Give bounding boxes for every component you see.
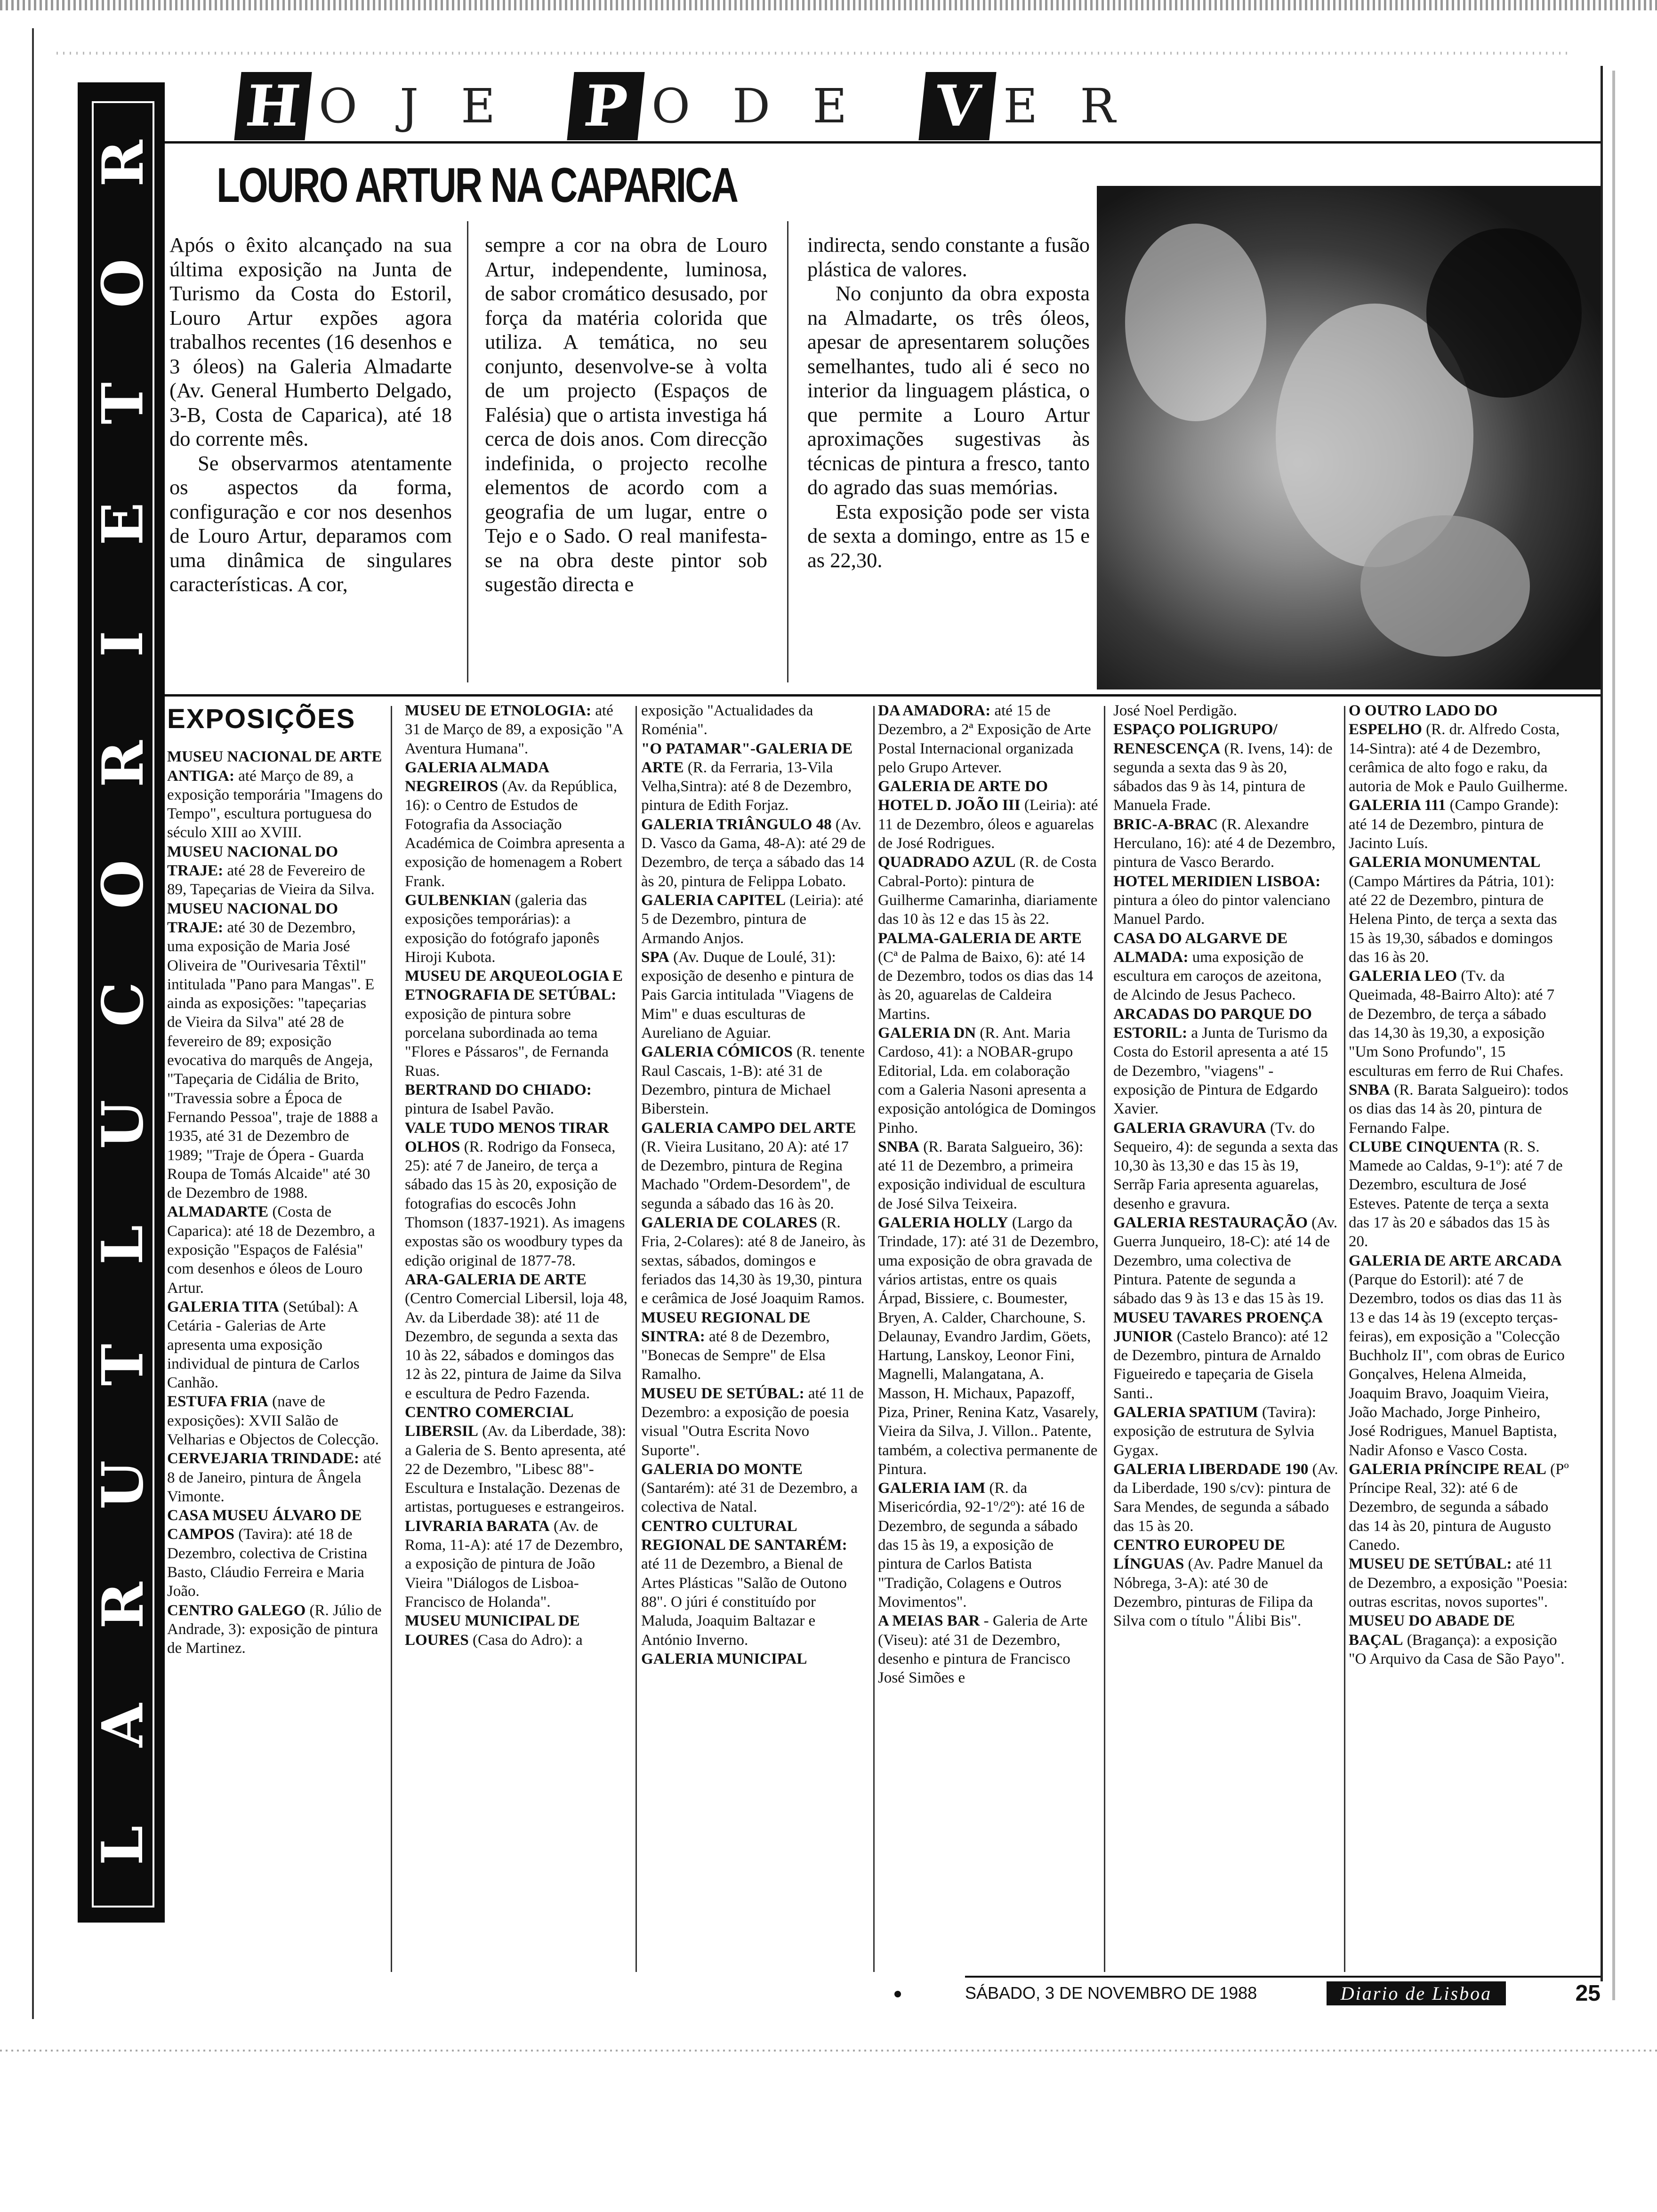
venue-details: (Leiria): até 5 de Dezembro, pintura de Armando Anjos. [641, 891, 864, 947]
article-headline: LOURO ARTUR NA CAPARICA [217, 158, 737, 213]
venue-details: (Casa do Adro): a [468, 1631, 583, 1649]
venue-name: GALERIA TRIÂNGULO 48 [641, 816, 832, 833]
roteiro-cultural-banner [78, 82, 165, 1923]
listing-entry [878, 1479, 1099, 1611]
venue-details: (R. Barata Salgueiro, 36): até 11 de Dezembro, a primeira exposição individual de escultura de José Silva Teixeira. [878, 1138, 1086, 1212]
column-rule [467, 221, 468, 682]
venue-name: GALERIA 111 [1349, 797, 1446, 814]
venue-name: MUSEU MUNICIPAL DE LOURES [405, 1612, 580, 1649]
column-rule [1344, 706, 1345, 1972]
venue-details: (R. Barata Salgueiro): todos os dias das 14 às 20, pintura de Fernando Falpe. [1349, 1081, 1569, 1137]
venue-details: até 8 de Dezembro, "Bonecas de Sempre" de Elsa Ramalho. [641, 1328, 830, 1383]
photo-shadow [1426, 228, 1582, 398]
venue-name: "O PATAMAR"-GALERIA DE ARTE [641, 740, 853, 776]
listing-entry [1113, 1005, 1338, 1119]
venue-details: (R. dr. Alfredo Costa, 14-Sintra): até 4 de Dezembro, cerâmica de alto fogo e raku, da autoria de Mok e Paulo Guilherme. [1349, 721, 1568, 795]
venue-name: MUSEU TAVARES PROENÇA JUNIOR [1113, 1309, 1322, 1345]
article-column-3 [807, 233, 1090, 680]
listing-entry [878, 777, 1099, 853]
banner-letter: L [89, 1826, 156, 1866]
listing-entry [1349, 701, 1570, 796]
venue-name: CENTRO CULTURAL REGIONAL DE SANTARÉM: [641, 1517, 847, 1554]
listings-entries [167, 747, 385, 1658]
venue-name: MUSEU DE SETÚBAL: [1349, 1555, 1512, 1573]
venue-name: MUSEU DO ABADE DE BAÇAL [1349, 1612, 1515, 1649]
venue-details: (R. tenente Raul Cascais, 1-B): até 31 de Dezembro, pintura de Michael Biberstein. [641, 1043, 865, 1118]
photo-figure-lower [1360, 515, 1530, 657]
listing-entry [167, 1506, 385, 1601]
article-column-1 [169, 233, 452, 680]
print-dot [894, 1991, 901, 1997]
venue-details: até 28 de Fevereiro de 89, Tapeçarias de Vieira da Silva. [167, 862, 375, 898]
venue-name: CASA DO ALGARVE DE ALMADA: [1113, 930, 1288, 966]
footer-date: SÁBADO, 3 DE NOVEMBRO DE 1988 [965, 1983, 1257, 2003]
venue-details: (R. de Costa Cabral-Porto): pintura de Guilherme Camarinha, diariamente das 10 às 12 e das 15 às 22. [878, 854, 1098, 928]
venue-name: GALERIA LEO [1349, 968, 1457, 985]
venue-details: até Março de 89, a exposição temporária "Imagens do Tempo", escultura portuguesa do século XIII ao XVIII. [167, 767, 383, 842]
venue-name: SPA [641, 948, 669, 966]
venue-name: SNBA [1349, 1081, 1391, 1098]
listing-entry [641, 739, 867, 815]
venue-details: (Tavira): até 18 de Dezembro, colectiva de Cristina Basto, Cláudio Ferreira e Maria João. [167, 1526, 368, 1600]
venue-name: GALERIA HOLLY [878, 1214, 1008, 1232]
venue-details: (R. Fria, 2-Colares): até 8 de Janeiro, às sextas, sábados, domingos e feriados das 14,30 às 19,30, pintura e cerâmica de José Joaquim Ramos. [641, 1214, 866, 1307]
venue-details: (galeria das exposições temporárias): a exposição do fotógrafo japonês Hiroji Kubota. [405, 891, 600, 966]
listings-entries [1349, 701, 1570, 1668]
banner-letter: R [89, 139, 156, 187]
venue-details: até 11 de Dezembro, a exposição "Poesia: outras escritas, novos suportes". [1349, 1555, 1568, 1611]
banner-letter: R [89, 1581, 156, 1629]
venue-details: a Junta de Turismo da Costa do Estoril apresenta a até 15 de Dezembro, "viagens" - exposição de Pintura de Edgardo Xavier. [1113, 1025, 1328, 1118]
venue-name: GALERIA RESTAURAÇÃO [1113, 1214, 1308, 1232]
banner-letter: U [89, 1099, 156, 1149]
venue-name: CENTRO EUROPEU DE LÍNGUAS [1113, 1537, 1285, 1573]
venue-details: (Santarém): até 31 de Dezembro, a colectiva de Natal. [641, 1480, 858, 1516]
title-initial-v: V [919, 72, 997, 140]
listing-entry [878, 1611, 1099, 1687]
listing-entry [1113, 929, 1338, 1005]
page-edge-right [1601, 66, 1603, 1981]
banner-letter: R [89, 740, 156, 788]
listings-column-3 [641, 701, 867, 1668]
venue-details: (Av. D. Vasco da Gama, 48-A): até 29 de Dezembro, de terça a sábado das 14 às 20, pintura de Felippa Lobato. [641, 816, 866, 890]
section-divider [165, 694, 1601, 697]
listing-entry [1113, 1403, 1338, 1460]
venue-name: MUSEU DE ARQUEOLOGIA E ETNOGRAFIA DE SETÚBAL: [405, 968, 623, 1004]
venue-details: até 8 de Janeiro, pintura de Ângela Vimonte. [167, 1450, 381, 1505]
listing-entry [167, 1449, 385, 1506]
banner-letter: A [89, 1703, 156, 1747]
venue-details: (R. S. Mamede ao Caldas, 9-1º): até 7 de Dezembro, escultura de José Esteves. Patente de terça a sexta das 17 às 20 e sábados das 15 às 20. [1349, 1138, 1563, 1250]
venue-name: A MEIAS BAR [878, 1612, 980, 1630]
venue-name: GALERIA DO MONTE [641, 1460, 803, 1478]
venue-details: até 11 de Dezembro, a Bienal de Artes Plásticas "Salão de Outono 88". O júri é constituído por Maluda, Joaquim Baltazar e António Inverno. [641, 1555, 847, 1649]
venue-details: (Parque do Estoril): até 7 de Dezembro, todos os dias das 11 às 13 e das 14 às 19 (excepto terças-feiras), em exposição a "Colecção Buchholz II", com obras de Eurico Gonçalves, Helena Almeida, Joaquim Bravo, Joaquim Vieira, João Machado, Jorge Pinheiro, José Rodrigues, Manuel Baptista, Nadir Afonso e Vasco Costa. [1349, 1271, 1565, 1459]
listing-entry [167, 1392, 385, 1449]
venue-details: (Av. Duque de Loulé, 31): exposição de desenho e pintura de Pais Garcia intitulada "Viagens de Mim" e duas esculturas de Aureliano de Aguiar. [641, 948, 854, 1042]
venue-details: (Av. da República, 16): o Centro de Estudos de Fotografia da Associação Académica de Coimbra apresenta a exposição de homenagem a Robert Frank. [405, 778, 625, 890]
venue-name: BERTRAND DO CHIADO: [405, 1081, 592, 1098]
venue-name: MUSEU DE ETNOLOGIA: [405, 702, 592, 719]
venue-details: (Campo Mártires da Pátria, 101): até 22 de Dezembro, pintura de Helena Pinto, de terça a sexta das 15 às 19,30, sábados e domingos das 16 às 20. [1349, 873, 1557, 966]
listing-entry [1349, 1460, 1570, 1555]
venue-details: pintura a óleo do pintor valenciano Manuel Pardo. [1113, 891, 1330, 928]
venue-name: GALERIA CÓMICOS [641, 1043, 793, 1061]
venue-details: (Largo da Trindade, 17): até 31 de Dezembro, uma exposição de obra gravada de vários artistas, entre os quais Árpad, Bissiere, c. Boumester, Bryen, A. Calder, Charchoune, S. Delaunay, Evandro Jardim, Göets, Hartung, Lanskoy, Leonor Fini, Magnelli, Malangatana, A. Masson, H. Michaux, Papazoff, Piza, Priner, Renina Katz, Vasarely, Vieira da Silva, J. Villon.. Patente, também, a colectiva permanente de Pintura. [878, 1214, 1099, 1478]
listing-entry [1113, 1536, 1338, 1630]
listing-entry [405, 1517, 628, 1611]
venue-details: (Leiria): até 11 de Dezembro, óleos e aguarelas de José Rodrigues. [878, 797, 1098, 852]
venue-details: (R. da Misericórdia, 92-1º/2º): até 16 de Dezembro, de segunda a sábado das 15 às 19, a exposição de pintura de Carlos Batista "Tradição, Colagens e Outros Movimentos". [878, 1480, 1085, 1611]
roteiro-cultural-letters [89, 101, 156, 1907]
venue-details: (R. Rodrigo da Fonseca, 25): até 7 de Janeiro, de terça a sábado das 15 às 20, exposição de fotografias do escocês John Thomson (1837-1921). As imagens expostas são os woodbury types da edição original de 1877-78. [405, 1138, 625, 1269]
listings-column-6 [1349, 701, 1570, 1668]
venue-name: GALERIA CAMPO DEL ARTE [641, 1119, 856, 1137]
listing-entry [167, 1202, 385, 1297]
venue-name: GALERIA PRÍNCIPE REAL [1349, 1460, 1546, 1478]
listing-entry [641, 701, 867, 739]
venue-name: DA AMADORA: [878, 702, 991, 719]
listing-entry [167, 1601, 385, 1658]
banner-letter: O [89, 258, 156, 308]
title-initial-p: P [567, 72, 644, 140]
title-word-oje: OJE [319, 78, 538, 134]
banner-letter: T [89, 382, 156, 425]
venue-name: ESTUFA FRIA [167, 1393, 268, 1411]
venue-details: uma exposição de escultura em caroços de azeitona, de Alcindo de Jesus Pacheco. [1113, 948, 1322, 1004]
scan-artifact-dots [56, 52, 1572, 55]
venue-name: GALERIA ALMADA NEGREIROS [405, 759, 549, 795]
banner-letter: C [89, 982, 156, 1027]
listing-entry [1113, 701, 1338, 720]
listing-entry [405, 1081, 628, 1119]
venue-name: MUSEU NACIONAL DO TRAJE: [167, 900, 338, 936]
venue-name: HOTEL MERIDIEN LISBOA: [1113, 873, 1321, 890]
venue-details: pintura de Isabel Pavão. [405, 1100, 555, 1118]
page-shadow-right [1612, 71, 1615, 2000]
venue-details: (R. Vieira Lusitano, 20 A): até 17 de Dezembro, pintura de Regina Machado "Ordem-Desordem", de segunda a sábado das 16 às 20. [641, 1138, 850, 1212]
venue-details: (Cª de Palma de Baixo, 6): até 14 de Dezembro, todos os dias das 14 às 20, aguarelas de Caldeira Martins. [878, 948, 1094, 1023]
venue-details: (Av. da Liberdade, 38): a Galeria de S. Bento apresenta, até 22 de Dezembro, "Libesc 88"- Escultura e Instalação. Dezenas de artistas, portugueses e estrangeiros. [405, 1423, 627, 1516]
listing-entry [641, 1042, 867, 1118]
venue-details: até 11 de Dezembro: a exposição de poesia visual "Outra Escrita Novo Suporte". [641, 1385, 864, 1459]
venue-details: exposição de pintura sobre porcelana subordinada ao tema "Flores e Pássaros", de Fernanda Ruas. [405, 1005, 609, 1080]
venue-details: até 31 de Março de 89, a exposição "A Aventura Humana". [405, 702, 623, 757]
venue-details: (Campo Grande): até 14 de Dezembro, pintura de Jacinto Luís. [1349, 797, 1559, 852]
listings-column-5 [1113, 701, 1338, 1631]
listing-entry [1349, 796, 1570, 853]
scan-artifact-bottom [0, 2050, 1657, 2052]
venue-details: (Av. Guerra Junqueiro, 18-C): até 14 de Dezembro, uma colectiva de Pintura. Patente de segunda a sábado das 9 às 13 e das 15 às 19. [1113, 1214, 1338, 1307]
listing-entry [1113, 872, 1338, 929]
column-rule [1104, 706, 1105, 1972]
title-word-er: ER [1003, 78, 1158, 134]
article-paragraph: Esta exposição pode ser vista de sexta a domingo, entre as 15 e as 22,30. [807, 499, 1090, 572]
listing-entry [405, 967, 628, 1081]
venue-name: MUSEU DE SETÚBAL: [641, 1385, 804, 1402]
venue-name: ARA-GALERIA DE ARTE [405, 1271, 587, 1288]
venue-name: MUSEU REGIONAL DE SINTRA: [641, 1309, 811, 1345]
venue-details: até 30 de Dezembro, uma exposição de Maria José Oliveira de "Ourivesaria Têxtil" intitulada "Pano para Mangas". E ainda as exposições: "tapeçarias de Vieira da Silva" até 28 de fevereiro de 89; exposição evocativa do marquês de Angeja, "Tapeçaria de Cidália de Brito, "Travessia sobre a Época de Fernando Pessoa", traje de 1888 a 1935, até 31 de Dezembro de 1989; "Traje de Ópera - Guarda Roupa de Tomás Alcaide" até 30 de Dezembro de 1988. [167, 919, 378, 1202]
venue-details: (Av. de Roma, 11-A): até 17 de Dezembro, a exposição de pintura de João Vieira "Diálogos de Lisboa-Francisco de Holanda". [405, 1517, 623, 1611]
column-rule [873, 706, 875, 1972]
listing-entry [641, 1119, 867, 1213]
venue-name: MUSEU NACIONAL DO TRAJE: [167, 843, 338, 880]
article-paragraph: No conjunto da obra exposta na Almadarte, os três óleos, apesar de apresentarem soluções semelhantes, tudo ali é seco no interior da linguagem plástica, o que permite a Louro Artur aproximações sugestivas às técnicas de pintura a fresco, tanto do agrado das suas memórias. [807, 281, 1090, 499]
venue-name: GALERIA GRAVURA [1113, 1119, 1266, 1137]
listing-entry [1113, 1213, 1338, 1308]
venue-name: VALE TUDO MENOS TIRAR OLHOS [405, 1119, 609, 1155]
article-column-2 [485, 233, 767, 680]
venue-name: GALERIA SPATIUM [1113, 1403, 1258, 1421]
listing-entry [1349, 853, 1570, 967]
article-paragraph: Após o êxito alcançado na sua última exposição na Junta de Turismo da Costa do Estoril, Louro Artur expões agora trabalhos recentes (16 desenhos e 3 óleos) na Galeria Almadarte (Av. General Humberto Delgado, 3-B, Costa de Caparica), até 18 do corrente mês. [169, 233, 452, 450]
venue-name: CASA MUSEU ÁLVARO DE CAMPOS [167, 1507, 362, 1543]
listings-entries [641, 701, 867, 1668]
venue-name: ALMADARTE [167, 1203, 269, 1221]
listing-entry [1113, 1460, 1338, 1536]
listing-entry [405, 1611, 628, 1650]
venue-details: (R. Alexandre Herculano, 16): até 4 de Dezembro, pintura de Vasco Berardo. [1113, 816, 1335, 871]
listing-entry [1113, 1119, 1338, 1213]
listing-entry [641, 1308, 867, 1384]
venue-name: GALERIA CAPITEL [641, 891, 786, 909]
listing-entry [641, 1650, 867, 1668]
venue-details: (R. Ant. Maria Cardoso, 41): a NOBAR-grupo Editorial, Lda. em colaboração com a Galeria Nasoni apresenta a exposição antológica de Domingos Pinho. [878, 1025, 1096, 1137]
listing-entry [641, 1384, 867, 1460]
venue-name: O OUTRO LADO DO ESPELHO [1349, 702, 1498, 738]
banner-letter: L [89, 1225, 156, 1265]
venue-details: (R. da Ferraria, 13-Vila Velha,Sintra): até 8 de Dezembro, pintura de Edith Forjaz. [641, 759, 852, 814]
listings-column-4 [878, 701, 1099, 1687]
listing-entry [1349, 1138, 1570, 1251]
venue-name: CENTRO COMERCIAL LIBERSIL [405, 1403, 573, 1440]
venue-name: LIVRARIA BARATA [405, 1517, 550, 1535]
listing-entry [878, 701, 1099, 777]
listing-entry [405, 758, 628, 891]
venue-name: SNBA [878, 1138, 920, 1155]
listing-entry [1113, 720, 1338, 815]
venue-details: (R. Júlio de Andrade, 3): exposição de pintura de Martinez. [167, 1602, 382, 1657]
venue-name: QUADRADO AZUL [878, 854, 1016, 871]
listings-column-2 [405, 701, 628, 1650]
venue-name: GALERIA MONUMENTAL [1349, 854, 1541, 871]
listings-entries [1113, 701, 1338, 1631]
venue-details: (nave de exposições): XVII Salão de Velharias e Objectos de Colecção. [167, 1393, 379, 1448]
venue-name: BRIC-A-BRAC [1113, 816, 1218, 833]
article-paragraph: indirecta, sendo constante a fusão plástica de valores. [807, 233, 1090, 281]
venue-details: (Av. da Liberdade, 190 s/cv): pintura de Sara Mendes, de segunda a sábado das 15 às 20. [1113, 1460, 1338, 1535]
listing-entry [1349, 1081, 1570, 1138]
listings-entries [878, 701, 1099, 1687]
banner-letter: I [89, 630, 156, 657]
venue-name: GALERIA IAM [878, 1480, 986, 1497]
listings-title: EXPOSIÇÕES [167, 704, 356, 734]
listing-entry [641, 815, 867, 891]
venue-details: (Setúbal): A Cetária - Galerias de Arte apresenta uma exposição individual de pintura de Carlos Canhão. [167, 1298, 360, 1392]
venue-name: GALERIA DE ARTE DO HOTEL D. JOÃO III [878, 778, 1048, 814]
listing-entry [1113, 815, 1338, 872]
venue-details: até 15 de Dezembro, a 2ª Exposição de Arte Postal Internacional organizada pelo Grupo Artever. [878, 702, 1091, 776]
venue-name: GULBENKIAN [405, 891, 511, 909]
page-number: 25 [1575, 1980, 1601, 2006]
scan-artifact-top [0, 0, 1657, 10]
listing-entry [641, 1460, 867, 1517]
listing-entry [405, 1403, 628, 1517]
footer-rule [965, 1976, 1601, 1978]
listing-entry [405, 701, 628, 758]
venue-name: CLUBE CINQUENTA [1349, 1138, 1500, 1155]
listing-entry [878, 853, 1099, 929]
banner-letter: T [89, 1344, 156, 1386]
listing-entry [167, 1298, 385, 1392]
listing-entry [405, 1119, 628, 1270]
venue-name: PALMA-GALERIA DE ARTE [878, 930, 1082, 947]
venue-details: (Costa de Caparica): até 18 de Dezembro, a exposição "Espaços de Falésia" com desenhos e óleos de Louro Artur. [167, 1203, 375, 1297]
listing-entry [1349, 967, 1570, 1081]
listing-entry [405, 1270, 628, 1403]
column-rule [787, 221, 788, 682]
venue-details: (Tv. do Sequeiro, 4): de segunda a sexta das 10,30 às 13,30 e das 15 às 19, Serrãp Faria apresenta aguarelas, desenho e gravura. [1113, 1119, 1338, 1212]
listing-entry [1349, 1555, 1570, 1611]
venue-name: GALERIA LIBERDADE 190 [1113, 1460, 1309, 1478]
hoje-pode-ver-title [238, 71, 1191, 141]
venue-name: GALERIA DE ARTE ARCADA [1349, 1252, 1562, 1269]
venue-details: (Av. Padre Manuel da Nóbrega, 3-A): até 30 de Dezembro, pinturas de Filipa da Silva com o título "Álibi Bis". [1113, 1555, 1323, 1630]
article-paragraph: sempre a cor na obra de Louro Artur, independente, luminosa, de sabor cromático desusado, por força da matéria colorida que utiliza. A temática, no seu conjunto, desenvolve-se à volta de um projecto (Espaços de Falésia) que o artista investiga há cerca de dois anos. Com direcção indefinida, o projecto recolhe elementos de acordo com a geografia de um lugar, entre o Tejo e o Sado. O real manifesta-se na obra deste pintor sob sugestão directa e [485, 233, 767, 596]
listing-entry [641, 1213, 867, 1308]
banner-letter: O [89, 859, 156, 909]
venue-details: (Tavira): exposição de estrutura de Sylvia Gygax. [1113, 1403, 1316, 1459]
listing-entry [1349, 1611, 1570, 1668]
venue-name: GALERIA MUNICIPAL [641, 1650, 807, 1667]
venue-name: GALERIA DN [878, 1025, 976, 1042]
venue-details: (Castelo Branco): até 12 de Dezembro, pintura de Arnaldo Figueiredo e tapeçaria de Gisela Santi.. [1113, 1328, 1328, 1402]
banner-letter: U [89, 1460, 156, 1510]
venue-details: (Bragança): a exposição "O Arquivo da Casa de São Payo". [1349, 1631, 1565, 1667]
venue-details: - Galeria de Arte (Viseu): até 31 de Dezembro, desenho e pintura de Francisco José Simões e [878, 1612, 1088, 1687]
column-rule [391, 706, 392, 1972]
venue-name: MUSEU NACIONAL DE ARTE ANTIGA: [167, 748, 382, 785]
listings-entries [405, 701, 628, 1650]
listing-entry [878, 929, 1099, 1024]
listing-entry [641, 948, 867, 1042]
venue-details: (Tv. da Queimada, 48-Bairro Alto): até 7 de Dezembro, de terça a sábado das 14,30 às 19,30, a exposição "Um Sono Profundo", 15 esculturas em ferro de Rui Chafes. [1349, 968, 1564, 1080]
venue-details: José Noel Perdigão. [1113, 702, 1238, 719]
listing-entry [167, 899, 385, 1203]
venue-details: (Centro Comercial Libersil, loja 48, Av. da Liberdade 38): até 11 de Dezembro, de segunda a sexta das 10 às 22, sábados e domingos das 12 às 22, pintura de Jaime da Silva e escultura de Pedro Fazenda. [405, 1290, 627, 1402]
photo-highlight [1125, 224, 1266, 421]
listing-entry [1349, 1251, 1570, 1460]
listing-entry [878, 1024, 1099, 1138]
venue-name: CENTRO GALEGO [167, 1602, 306, 1619]
venue-name: GALERIA TITA [167, 1298, 280, 1315]
listing-entry [405, 891, 628, 967]
artwork-photo [1097, 186, 1601, 689]
venue-name: ARCADAS DO PARQUE DO ESTORIL: [1113, 1005, 1312, 1042]
listing-entry [1113, 1308, 1338, 1403]
page-footer [965, 1981, 1601, 2005]
venue-details: (R. Ivens, 14): de segunda a sexta das 9 às 20, sábados das 9 às 14, pintura de Manuela Frade. [1113, 740, 1333, 814]
title-initial-h: H [234, 72, 312, 140]
listing-entry [167, 747, 385, 842]
venue-name: CERVEJARIA TRINDADE: [167, 1450, 360, 1467]
listing-entry [878, 1213, 1099, 1479]
listing-entry [167, 842, 385, 899]
title-word-ode: ODE [652, 78, 890, 134]
article-paragraph: Se observarmos atentamente os aspectos da forma, configuração e cor nos desenhos de Louro Artur, deparamos com uma dinâmica de singulares características. A cor, [169, 451, 452, 596]
listing-entry [878, 1138, 1099, 1213]
listing-entry [641, 1517, 867, 1650]
banner-letter: E [89, 502, 156, 545]
listing-entry [641, 891, 867, 948]
venue-name: GALERIA DE COLARES [641, 1214, 818, 1232]
page-edge-left [32, 28, 34, 2019]
venue-details: exposição "Actualidades da Roménia". [641, 702, 813, 738]
newspaper-masthead: Diario de Lisboa [1327, 1981, 1506, 2005]
venue-details: (Pº Príncipe Real, 32): até 6 de Dezembro, de segunda a sábado das 14 às 20, pintura de Augusto Canedo. [1349, 1460, 1569, 1554]
listings-column-1 [167, 701, 385, 1658]
venue-name: ESPAÇO POLIGRUPO/ RENESCENÇA [1113, 721, 1278, 757]
column-rule [635, 706, 637, 1972]
